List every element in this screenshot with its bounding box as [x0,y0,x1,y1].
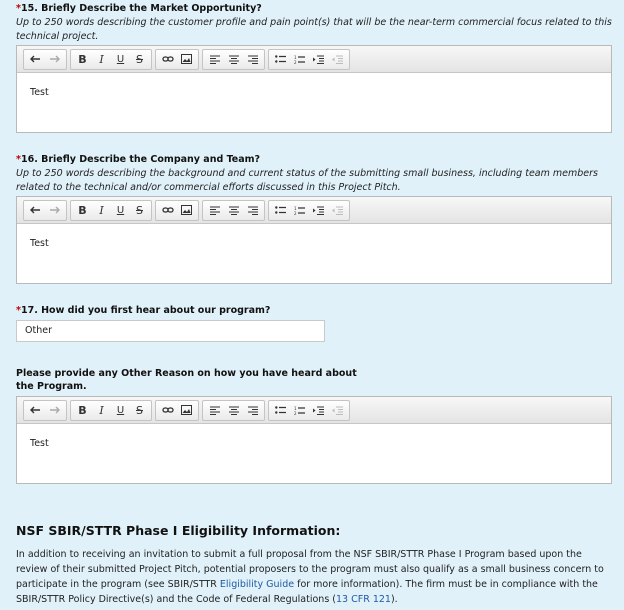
image-icon [181,405,192,415]
redo-icon [49,406,60,415]
indent-button[interactable] [309,202,328,219]
required-marker: * [16,154,21,165]
italic-button[interactable]: I [99,52,104,66]
numbered-list-icon [294,55,305,64]
redo-button[interactable] [45,402,64,419]
link-icon [162,55,174,63]
eligibility-guide-link[interactable]: Eligibility Guide [219,579,295,590]
insert-group [155,200,199,221]
link-icon [162,406,174,414]
bold-button[interactable]: B [78,203,87,217]
question-16 [16,153,612,195]
history-group [23,200,67,221]
hear-about-program-input[interactable]: Other [16,320,325,342]
link-icon [162,206,174,214]
redo-button[interactable] [45,51,64,68]
outdent-button[interactable] [328,202,347,219]
strikethrough-button[interactable]: S [136,203,143,217]
align-center-button[interactable] [224,51,243,68]
format-group [70,200,152,221]
align-group [202,400,265,421]
history-group [23,49,67,70]
question-17-title: *17. How did you first hear about our program? [16,305,271,316]
align-left-button[interactable] [205,202,224,219]
svg-text:1: 1 [294,205,297,211]
svg-text:2: 2 [294,59,297,64]
editor-toolbar [17,197,611,224]
align-right-icon [248,206,258,215]
list-group [268,400,350,421]
other-reason-question [16,367,612,393]
redo-button[interactable] [45,202,64,219]
align-left-icon [210,55,220,64]
question-15-title: *15. Briefly Describe the Market Opportunity? [16,3,262,14]
image-button[interactable] [177,51,196,68]
numbered-list-button[interactable] [290,51,309,68]
svg-text:2: 2 [294,410,297,415]
bullet-list-button[interactable] [271,51,290,68]
link-button[interactable] [158,202,177,219]
eligibility-heading: NSF SBIR/STTR Phase I Eligibility Information: [16,523,341,538]
align-left-icon [210,206,220,215]
undo-icon [30,206,41,215]
indent-icon [313,55,324,64]
italic-button[interactable]: I [99,403,104,417]
format-group [70,400,152,421]
align-group [202,200,265,221]
align-left-icon [210,406,220,415]
required-marker: * [16,305,21,316]
insert-group [155,400,199,421]
eligibility-paragraph: In addition to receiving an invitation to submit a full proposal from the NSF SBIR/STTR Phase I Program based upon the review of their submitted Project Pitch, potential proposers to the program must also qualify as a small business concern to participate in the program (see SBIR/STTR Eligibility Guide for more information). The firm must be in compliance with the SBIR/STTR Policy Directive(s) and the Code of Federal Regulations (13 CFR 121). [16,549,604,605]
align-left-button[interactable] [205,51,224,68]
bullet-list-button[interactable] [271,202,290,219]
numbered-list-icon [294,206,305,215]
underline-button[interactable]: U [116,53,125,65]
strikethrough-button[interactable]: S [136,403,143,417]
strikethrough-button[interactable]: S [136,52,143,66]
redo-icon [49,206,60,215]
cfr-link[interactable]: 13 CFR 121 [336,594,391,605]
underline-button[interactable]: U [116,204,125,216]
numbered-list-button[interactable] [290,402,309,419]
bullet-list-icon [275,55,286,64]
other-reason-title-line1: Please provide any Other Reason on how you have heard about [16,368,357,379]
market-opportunity-editor [16,45,612,133]
image-icon [181,205,192,215]
align-center-icon [229,406,239,415]
indent-icon [313,406,324,415]
required-marker: * [16,3,21,14]
link-button[interactable] [158,51,177,68]
question-16-title: *16. Briefly Describe the Company and Team? [16,154,261,165]
align-right-icon [248,406,258,415]
company-team-editor [16,196,612,284]
outdent-icon [332,55,343,64]
svg-text:1: 1 [294,405,297,411]
undo-button[interactable] [26,51,45,68]
align-left-button[interactable] [205,402,224,419]
svg-text:1: 1 [294,54,297,60]
question-17 [16,304,612,317]
align-right-button[interactable] [243,51,262,68]
undo-button[interactable] [26,402,45,419]
editor-toolbar [17,46,611,73]
bullet-list-icon [275,406,286,415]
image-button[interactable] [177,402,196,419]
align-right-button[interactable] [243,202,262,219]
indent-icon [313,206,324,215]
editor-toolbar [17,397,611,424]
history-group [23,400,67,421]
other-reason-editor [16,396,612,484]
bold-button[interactable]: B [78,403,87,417]
align-right-icon [248,55,258,64]
bold-button[interactable]: B [78,52,87,66]
align-center-button[interactable] [224,202,243,219]
company-team-text[interactable]: Test [30,238,49,249]
market-opportunity-text[interactable]: Test [30,87,49,98]
indent-button[interactable] [309,51,328,68]
svg-text:2: 2 [294,210,297,215]
align-center-icon [229,55,239,64]
indent-button[interactable] [309,402,328,419]
question-15 [16,2,612,44]
bullet-list-button[interactable] [271,402,290,419]
list-group [268,49,350,70]
align-right-button[interactable] [243,402,262,419]
outdent-icon [332,206,343,215]
image-icon [181,54,192,64]
outdent-icon [332,406,343,415]
undo-icon [30,55,41,64]
image-button[interactable] [177,202,196,219]
format-group [70,49,152,70]
bullet-list-icon [275,206,286,215]
link-button[interactable] [158,402,177,419]
align-group [202,49,265,70]
undo-button[interactable] [26,202,45,219]
align-center-icon [229,206,239,215]
redo-icon [49,55,60,64]
undo-icon [30,406,41,415]
numbered-list-button[interactable] [290,202,309,219]
other-reason-text[interactable]: Test [30,438,49,449]
underline-button[interactable]: U [116,404,125,416]
outdent-button[interactable] [328,51,347,68]
outdent-button[interactable] [328,402,347,419]
numbered-list-icon [294,406,305,415]
align-center-button[interactable] [224,402,243,419]
italic-button[interactable]: I [99,203,104,217]
other-reason-title-line2: the Program. [16,381,87,392]
question-15-description: Up to 250 words describing the customer profile and pain point(s) that will be the near-term commercial focus related to this technical project. [16,17,612,42]
question-16-description: Up to 250 words describing the background and current status of the submitting small business, including team members related to the technical and/or commercial efforts discussed in this Project Pitch. [16,168,598,193]
insert-group [155,49,199,70]
list-group [268,200,350,221]
